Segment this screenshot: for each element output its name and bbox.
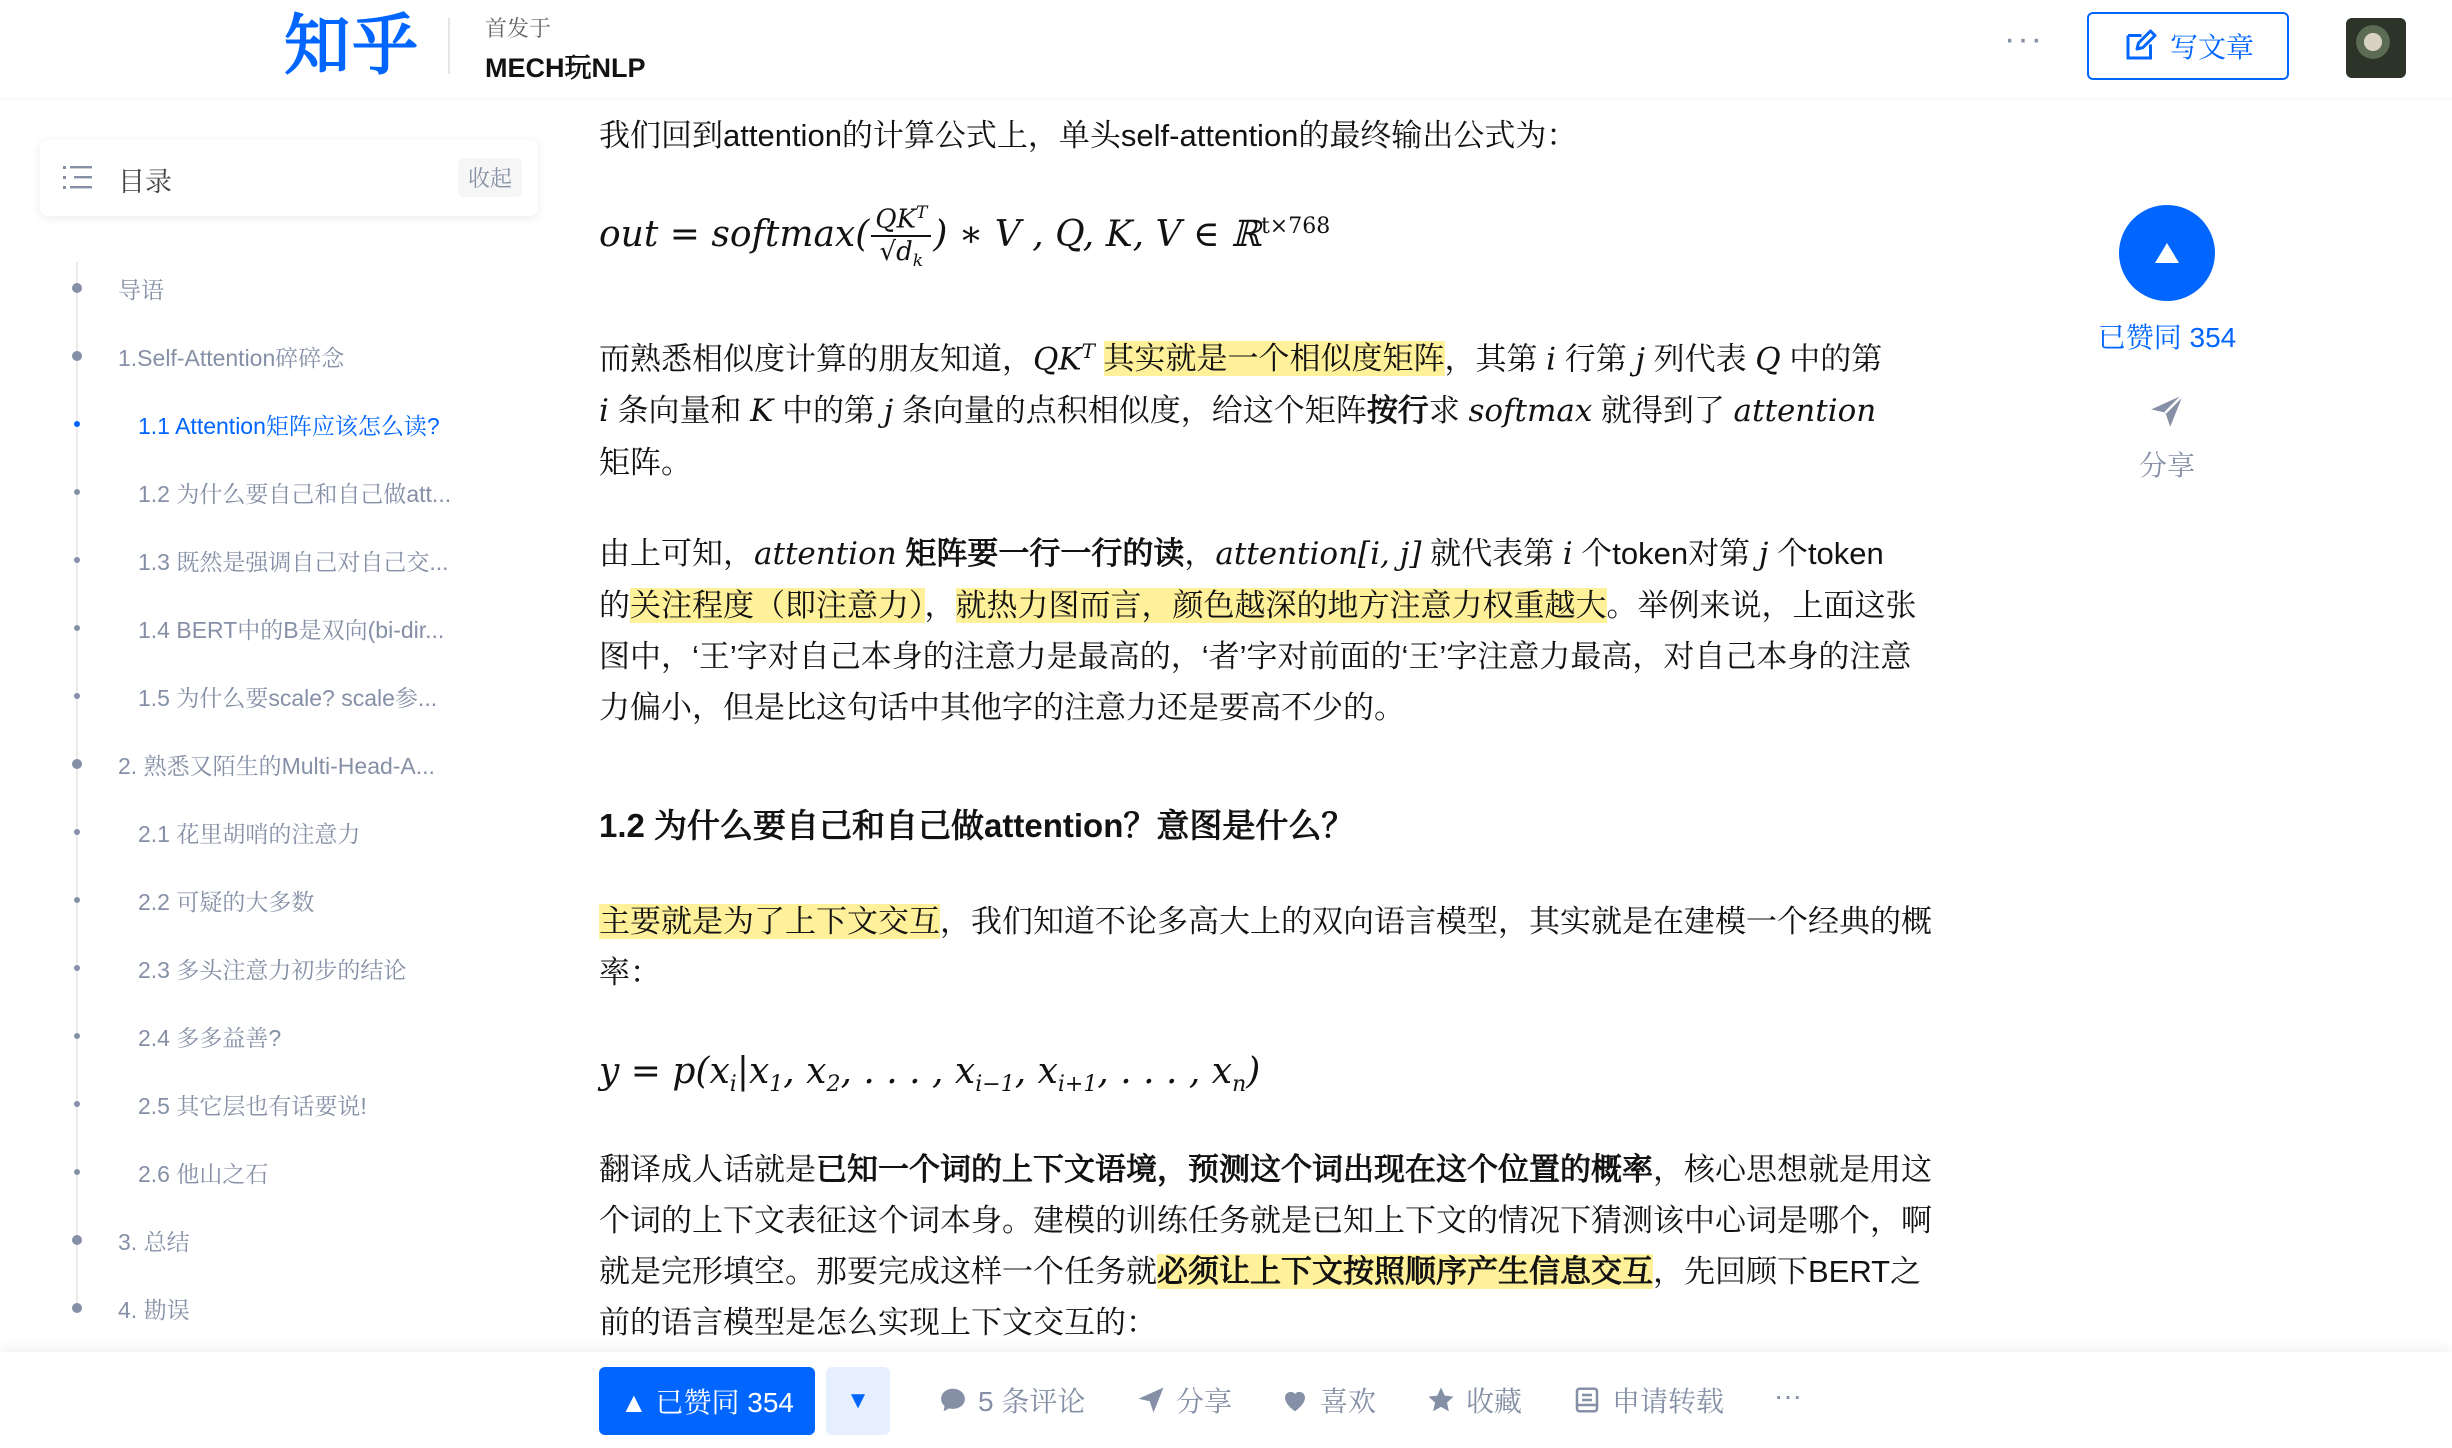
toc-item[interactable]: 2.1 花里胡哨的注意力 [138, 821, 361, 847]
toc-bullet [74, 897, 80, 903]
attention-formula: out = softmax( $QK^T$ $√d_k$ ) ∗ V , Q, K, V ∈ ℝ$^{t\times 768}$ [599, 198, 1330, 276]
section-heading: 1.2 为什么要自己和自己做attention？意图是什么？ [599, 807, 1355, 844]
toc-item[interactable]: 1.4 BERT中的B是双向(bi-dir... [138, 617, 445, 643]
share-label[interactable]: 分享 [2138, 450, 2195, 481]
toc-item[interactable]: 2.4 多多益善? [138, 1025, 282, 1051]
toc-item[interactable]: 导语 [118, 277, 164, 303]
logo-divider [448, 18, 450, 74]
highlight: 主要就是为了上下文交互 [599, 904, 940, 939]
first-published-label: 首发于 [485, 16, 552, 41]
toc-track [76, 262, 78, 1312]
toc-bullet [74, 1101, 80, 1107]
toc-item[interactable]: 1.2 为什么要自己和自己做att... [138, 481, 452, 507]
reprint-button[interactable]: 申请转载 [1572, 1380, 1724, 1420]
toc-bullet [74, 489, 80, 495]
paragraph: 主要就是为了上下文交互，我们知道不论多高大上的双向语言模型，其实就是在建模一个经典的概 率： [599, 904, 1932, 990]
toc-bullet [72, 759, 82, 769]
toc-bullet [74, 1169, 80, 1175]
toc-item[interactable]: 1.Self-Attention碎碎念 [118, 345, 345, 371]
heart-icon [1280, 1385, 1310, 1415]
edit-icon [2122, 28, 2158, 64]
paragraph: 而熟悉相似度计算的朋友知道，$QK^T$ 其实就是一个相似度矩阵，其第 i 行第 j 列代表 Q 中的第 i 条向量和 K 中的第 j 条向量的点积相似度，给这个矩阵按行求 softmax 就得到了 attention 矩阵。 [599, 339, 1883, 481]
toc-bullet [74, 829, 80, 835]
share-icon[interactable] [2148, 392, 2186, 430]
toc-bullet [74, 1033, 80, 1039]
probability-formula: $y = p(x_i|x_1$, $x_2$, . . . , $x_{i-1}$, $x_{i+1}$, . . . , $x_n$) [599, 1051, 1261, 1098]
toc-item[interactable]: 2.5 其它层也有话要说! [138, 1093, 367, 1119]
toc-item[interactable]: 3. 总结 [118, 1229, 190, 1255]
write-article-label: 写文章 [2169, 32, 2254, 63]
toc-item[interactable]: 2.6 他山之石 [138, 1161, 269, 1187]
catalog-icon [62, 164, 94, 192]
share-button[interactable]: 分享 [1136, 1380, 1232, 1420]
paragraph: 翻译成人话就是已知一个词的上下文语境，预测这个词出现在这个位置的概率，核心思想就是用这 个词的上下文表征这个词本身。建模的训练任务就是已知上下文的情况下猜测该中心词是哪个，啊 就是完形填空。那要完成这样一个任务就必须让上下文按照顺序产生信息交互，先回顾下BERT之 前的语言模型是怎么实现上下文交互的： [599, 1152, 1932, 1340]
highlight: 就热力图而言，颜色越深的地方注意力权重越大 [955, 588, 1607, 623]
toc-item[interactable]: 1.1 Attention矩阵应该怎么读? [138, 413, 440, 439]
paragraph: 由上可知，attention 矩阵要一行一行的读，attention[i, j] 就代表第 i 个token对第 j 个token 的关注程度（即注意力），就热力图而言，颜色越深的地方注意力权重越大。举例来说，上面这张 图中，‘王’字对自己本身的注意力是最高的，‘者’字对前面的‘王’字注意力最高，对自己本身的注意 力偏小，但是比这句话中其他字的注意力还是要高不少的。 [599, 536, 1917, 725]
user-avatar[interactable] [2346, 18, 2406, 78]
top-header [0, 0, 2452, 98]
toc-item[interactable]: 1.3 既然是强调自己对自己交... [138, 549, 449, 575]
toc-title: 目录 [118, 167, 172, 197]
comments-button[interactable]: 5 条评论 [938, 1380, 1085, 1420]
toc-item[interactable]: 1.5 为什么要scale? scale参... [138, 685, 438, 711]
toc-item[interactable]: 4. 勘误 [118, 1297, 190, 1323]
toc-bullet [74, 421, 80, 427]
toc-bullet [74, 625, 80, 631]
highlight: 关注程度（即注意力） [630, 588, 925, 623]
toc-header [40, 140, 538, 216]
paragraph: 我们回到attention的计算公式上，单头self-attention的最终输出公式为： [599, 118, 1578, 153]
toc-bullet [72, 351, 82, 361]
highlight: 其实就是一个相似度矩阵 [1103, 341, 1445, 377]
comment-icon [938, 1385, 968, 1415]
toc-item[interactable]: 2.3 多头注意力初步的结论 [138, 957, 407, 983]
upvote-float-button[interactable] [2119, 205, 2215, 301]
toc-collapse-button[interactable]: 收起 [458, 158, 522, 197]
column-link[interactable]: MECH玩NLP [485, 53, 646, 83]
upvote-button[interactable]: ▲ 已赞同 354 [599, 1367, 815, 1435]
zhihu-logo[interactable]: 知乎 [284, 7, 420, 84]
toc-item[interactable]: 2. 熟悉又陌生的Multi-Head-A... [118, 753, 435, 779]
upvote-count-label[interactable]: 已赞同 354 [2097, 322, 2237, 353]
toc-item[interactable]: 2.2 可疑的大多数 [138, 889, 315, 915]
highlight: 必须让上下文按照顺序产生信息交互 [1157, 1254, 1653, 1289]
toc-bullet [72, 1235, 82, 1245]
toc-bullet [74, 693, 80, 699]
more-actions-button[interactable]: ··· [1774, 1380, 1802, 1411]
share-icon [1136, 1385, 1166, 1415]
like-button[interactable]: 喜欢 [1280, 1380, 1376, 1420]
star-icon [1426, 1385, 1456, 1415]
downvote-button[interactable]: ▼ [826, 1367, 890, 1435]
toc-bullet [74, 965, 80, 971]
write-article-button[interactable] [2087, 12, 2289, 80]
more-options-icon[interactable]: ··· [2004, 20, 2044, 58]
toc-bullet [72, 283, 82, 293]
toc-bullet [72, 1303, 82, 1313]
triangle-up-icon [2153, 241, 2181, 265]
toc-bullet [74, 557, 80, 563]
document-icon [1572, 1385, 1602, 1415]
collect-button[interactable]: 收藏 [1426, 1380, 1522, 1420]
